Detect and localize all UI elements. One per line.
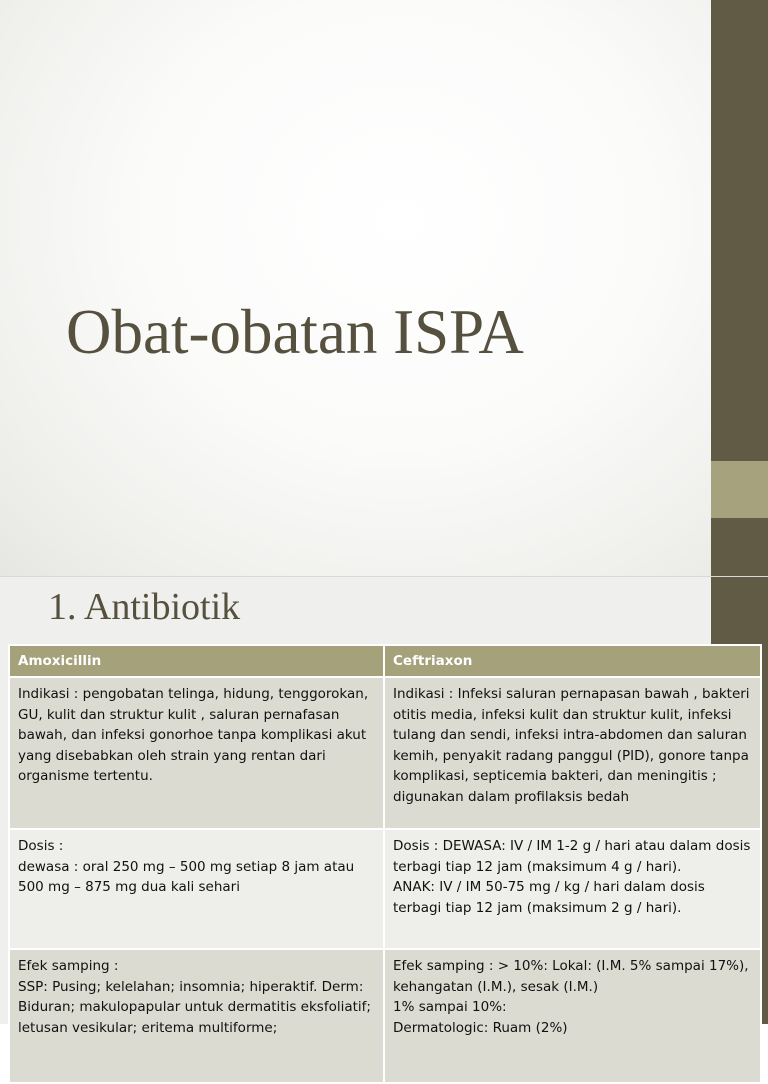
table-row — [9, 677, 761, 829]
table-row — [9, 829, 761, 949]
table-cell: Indikasi : Infeksi saluran pernapasan bawah , bakteri otitis media, infeksi kulit dan struktur kulit, infeksi tulang dan sendi, infeksi intra-abdomen dan saluran kemih, penyakit radang panggul (PID), gonore tanpa komplikasi, septicemia bakteri, dan meningitis ; digunakan dalam profilaksis bedah — [384, 677, 761, 829]
table-header-row — [9, 645, 761, 677]
table-cell: Efek samping : SSP: Pusing; kelelahan; insomnia; hiperaktif. Derm: Biduran; makulopapular untuk dermatitis eksfoliatif; letusan vesikular; eritema multiforme; — [9, 949, 384, 1083]
column-header-amoxicillin: Amoxicillin — [9, 645, 384, 677]
content-slide — [0, 577, 768, 1036]
side-band-lower — [711, 518, 768, 576]
table-cell: Dosis : dewasa : oral 250 mg – 500 mg setiap 8 jam atau 500 mg – 875 mg dua kali sehari — [9, 829, 384, 949]
table-row — [9, 949, 761, 1083]
table-cell: Dosis : DEWASA: IV / IM 1-2 g / hari atau dalam dosis terbagi tiap 12 jam (maksimum 4 g / hari). ANAK: IV / IM 50-75 mg / kg / hari dalam dosis terbagi tiap 12 jam (maksimum 2 g / hari). — [384, 829, 761, 949]
table-cell: Efek samping : > 10%: Lokal: (I.M. 5% sampai 17%), kehangatan (I.M.), sesak (I.M.) 1% sampai 10%: Dermatologic: Ruam (2%) — [384, 949, 761, 1083]
slide-title: Obat-obatan ISPA — [66, 297, 524, 367]
side-band — [711, 0, 768, 461]
antibiotic-table — [8, 644, 762, 1084]
table-cell: Indikasi : pengobatan telinga, hidung, tenggorokan, GU, kulit dan struktur kulit , saluran pernafasan bawah, dan infeksi gonorhoe tanpa komplikasi akut yang disebabkan oleh strain yang rentan dari organisme tertentu. — [9, 677, 384, 829]
column-header-ceftriaxon: Ceftriaxon — [384, 645, 761, 677]
section-heading: 1. Antibiotik — [48, 586, 241, 628]
side-band-accent — [711, 461, 768, 518]
